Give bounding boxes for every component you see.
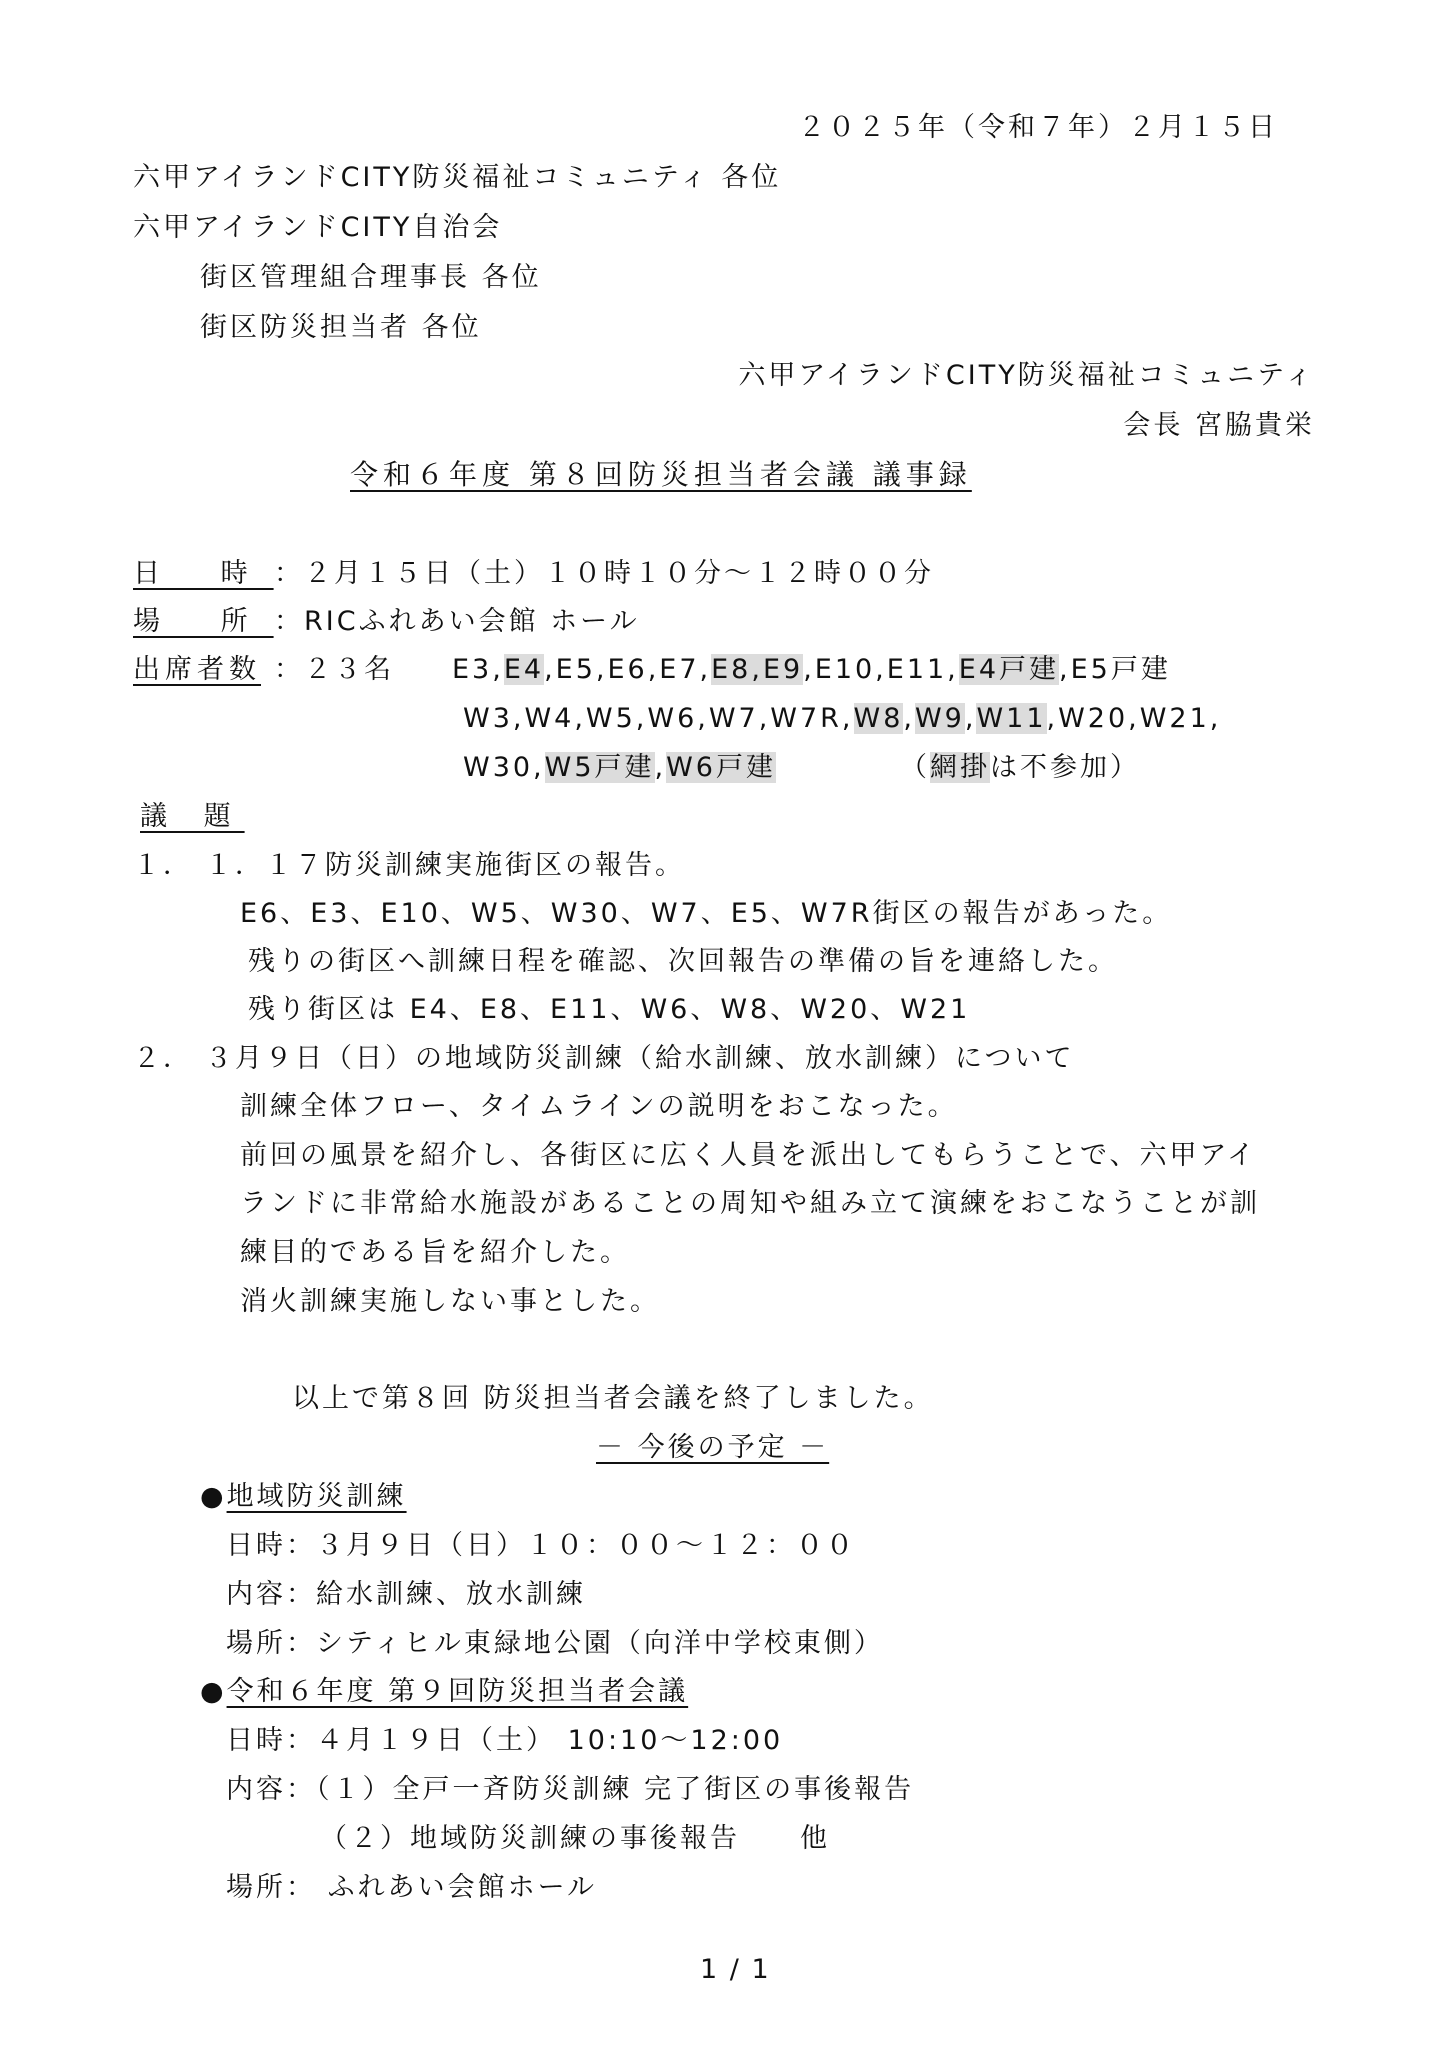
- attending-blocks: ,W20,W21,: [1046, 703, 1222, 734]
- sender-name: 会長 宮脇貴栄: [1123, 410, 1315, 441]
- agenda-item-line: 前回の風景を紹介し、各街区に広く人員を派出してもらうことで、六甲アイ: [240, 1140, 1258, 1171]
- attendance-line-2: [463, 703, 1221, 735]
- agenda-item-line: 残り街区は E4、E8、E11、W6、W8、W20、W21: [248, 994, 971, 1025]
- attending-blocks: ,: [964, 703, 977, 734]
- agenda-item-line: E6、E3、E10、W5、W30、W7、E5、W7R街区の報告があった。: [240, 898, 1173, 929]
- absent-block: W6戸建: [666, 752, 776, 783]
- recipient-line: 六甲アイランドCITY自治会: [133, 212, 503, 243]
- recipient-line: 六甲アイランドCITY防災福祉コミュニティ 各位: [133, 162, 782, 193]
- agenda-item-line: 消火訓練実施しない事とした。: [240, 1286, 660, 1317]
- document-date: ２０２５年（令和７年）２月１５日: [798, 112, 1278, 143]
- agenda-item-line: ランドに非常給水施設があることの周知や組み立て演練をおこなうことが訓: [240, 1188, 1260, 1219]
- attending-blocks: ,: [654, 752, 667, 783]
- agenda-item-line: 残りの街区へ訓練日程を確認、次回報告の準備の旨を連絡した。: [248, 946, 1118, 977]
- place-label: 場 所: [133, 606, 274, 637]
- bullet-icon: ●: [200, 1481, 227, 1512]
- closing-statement: 以上で第８回 防災担当者会議を終了しました。: [292, 1383, 934, 1414]
- agenda-item-title: ３月９日（日）の地域防災訓練（給水訓練、放水訓練）について: [205, 1043, 1075, 1074]
- sender-org: 六甲アイランドCITY防災福祉コミュニティ: [738, 360, 1315, 391]
- agenda-heading: 議 題: [140, 801, 245, 832]
- agenda-item-line: 練目的である旨を紹介した。: [240, 1237, 630, 1268]
- schedule-heading: － 今後の予定 －: [596, 1432, 830, 1463]
- attending-blocks: E3,: [452, 654, 504, 685]
- event-content: （２）地域防災訓練の事後報告 他: [320, 1823, 830, 1854]
- schedule-event-1: [200, 1481, 407, 1513]
- attending-blocks: ,E10,E11,: [803, 654, 959, 685]
- bullet-icon: ●: [200, 1676, 227, 1707]
- attending-blocks: W30,: [463, 752, 545, 783]
- absent-block: W9: [914, 703, 965, 734]
- event-content: 内容：（１）全戸一斉防災訓練 完了街区の事後報告: [226, 1774, 915, 1805]
- event-date: 日時：３月９日（日）１０：００～１２：００: [226, 1530, 856, 1561]
- page-title: 令和６年度 第８回防災担当者会議 議事録: [350, 458, 972, 491]
- attendance-count: ：２３名: [274, 654, 394, 685]
- event-title: 令和６年度 第９回防災担当者会議: [226, 1676, 689, 1707]
- absent-block: E8,E9: [711, 654, 804, 685]
- attending-blocks: ,: [903, 703, 915, 734]
- agenda-item-number: １．: [133, 850, 193, 881]
- absent-block: E4: [503, 654, 545, 685]
- event-title: 地域防災訓練: [226, 1481, 407, 1512]
- attendance-label: 出席者数: [133, 654, 261, 685]
- recipient-line: 街区防災担当者 各位: [200, 312, 482, 343]
- schedule-event-2: [200, 1676, 688, 1708]
- page-number: 1 / 1: [700, 1954, 771, 1985]
- place-value: ：RICふれあい会館 ホール: [274, 606, 640, 637]
- event-content: 内容：給水訓練、放水訓練: [226, 1579, 586, 1610]
- event-date: 日時：４月１９日（土） 10:10～12:00: [226, 1725, 784, 1756]
- agenda-item-number: ２．: [133, 1043, 193, 1074]
- attendance-line-3: [463, 752, 776, 784]
- datetime-label: 日 時: [133, 558, 274, 589]
- absent-block: E4戸建: [958, 654, 1060, 685]
- datetime-value: ：２月１５日（土）１０時１０分～１２時００分: [274, 558, 934, 589]
- absence-note: [900, 752, 1140, 784]
- agenda-item-title: １．１７防災訓練実施街区の報告。: [205, 850, 685, 881]
- absent-block: W11: [976, 703, 1047, 734]
- agenda-item-line: 訓練全体フロー、タイムラインの説明をおこなった。: [240, 1091, 958, 1122]
- absent-block: W5戸建: [544, 752, 655, 783]
- event-place: 場所： ふれあい会館ホール: [226, 1872, 598, 1903]
- absence-note-open: （: [900, 752, 930, 783]
- attending-blocks: ,E5戸建: [1059, 654, 1171, 685]
- absence-note-text: は不参加）: [990, 752, 1140, 783]
- absent-block: W8: [853, 703, 904, 734]
- attendance-line-1: [452, 654, 1171, 686]
- recipient-line: 街区管理組合理事長 各位: [200, 262, 542, 293]
- event-place: 場所：シティヒル東緑地公園（向洋中学校東側）: [226, 1628, 884, 1659]
- attending-blocks: ,E5,E6,E7,: [544, 654, 712, 685]
- absence-note-shaded: 網掛: [930, 752, 990, 783]
- attending-blocks: W3,W4,W5,W6,W7,W7R,: [463, 703, 854, 734]
